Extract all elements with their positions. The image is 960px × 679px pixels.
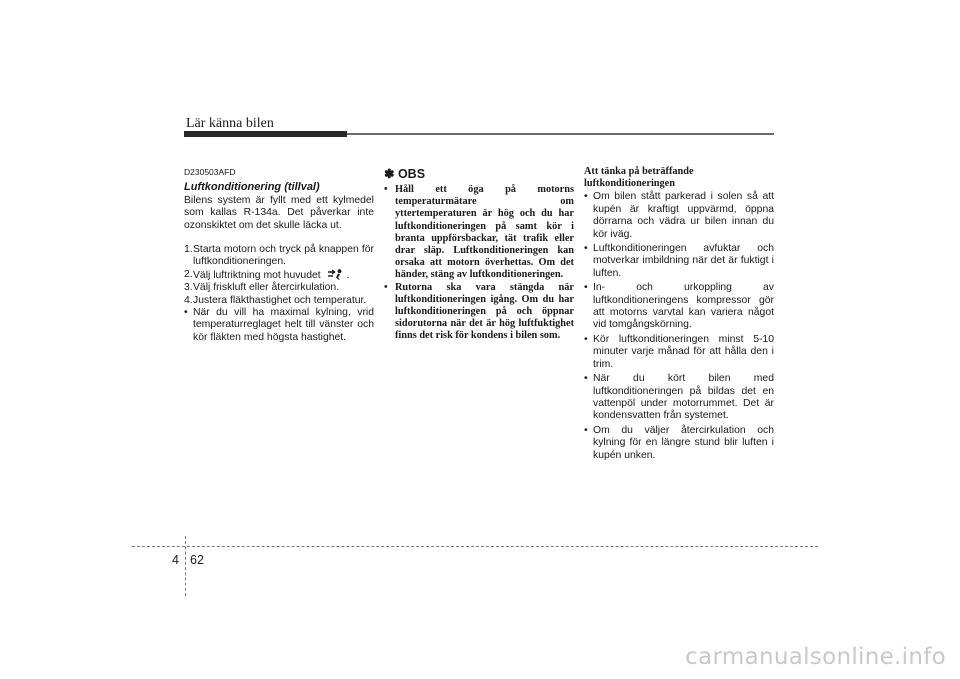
list-item — [184, 244, 374, 269]
bullet: • — [584, 424, 588, 436]
intro-paragraph: Bilens system är fyllt med ett kylmedel som kallas R-134a. Det påverkar inte ozonskiktet om det skulle läcka ut. — [184, 194, 374, 231]
step-suffix: . — [346, 269, 350, 281]
tip-text: Om bilen stått parkerad i solen så att kupén är kraftigt uppvärmd, öppna dörrarna och vädra ur bilen innan du kör iväg. — [593, 191, 774, 240]
column-middle — [384, 166, 574, 343]
list-item — [584, 425, 774, 462]
list-marker: • — [184, 307, 188, 319]
list-marker: 3. — [184, 282, 193, 294]
list-marker: 1. — [184, 244, 193, 256]
step-text: Justera fläkthastighet och temperatur. — [193, 294, 367, 306]
obs-list — [384, 184, 574, 343]
list-item — [184, 282, 374, 294]
tip-text: Kör luftkonditioneringen minst 5-10 minuter varje månad för att hålla den i trim. — [593, 333, 774, 370]
chapter-number: 4 — [172, 553, 179, 567]
list-item — [584, 243, 774, 280]
bullet: • — [584, 282, 588, 294]
tip-text: Om du väljer återcirkulation och kylning för en längre stund blir luften i kupén unken. — [593, 424, 774, 461]
list-marker: 2. — [184, 268, 193, 280]
header-rule — [347, 133, 774, 135]
bullet: • — [384, 281, 388, 293]
list-item — [184, 307, 374, 344]
header-bar — [184, 131, 347, 137]
obs-text: Håll ett öga på motorns temperaturmätare om yttertemperaturen är hög och du har luftkonditioneringen på samt kör i branta uppförsbackar, tät trafik eller drar släp. Luftkonditioneringen kan orsaka att motorn överhettas. Om det händer, stäng av luftkonditioneringen. — [395, 184, 574, 281]
tip-text: Luftkonditioneringen avfuktar och motverkar imbildning när det är fuktigt i luften. — [593, 243, 774, 279]
list-item — [584, 373, 774, 423]
steps-list — [184, 244, 374, 344]
step-text: Välj luftriktning mot huvudet — [193, 269, 321, 281]
bullet: • — [584, 191, 588, 203]
list-item — [584, 334, 774, 371]
list-item — [184, 269, 374, 282]
list-item — [584, 191, 774, 241]
obs-title: ✽ OBS — [384, 167, 426, 181]
tips-heading-line1: Att tänka på beträffande — [584, 166, 694, 177]
list-marker: 4. — [184, 294, 193, 306]
footer-rule — [132, 546, 818, 547]
list-item — [384, 282, 574, 343]
page-header-title: Lär känna bilen — [186, 116, 274, 131]
list-item — [184, 295, 374, 307]
tip-text: När du kört bilen med luftkonditioneringen på bildas det en vattenpöl under motorrummet. Det är kondensvatten från systemet. — [593, 373, 774, 422]
vent-face-icon — [327, 269, 343, 280]
section-title: Luftkonditionering (tillval) — [184, 181, 320, 194]
bullet: • — [584, 373, 588, 385]
watermark: carmanualsonline.info — [685, 644, 946, 670]
section-code: D230503AFD — [184, 167, 236, 177]
tips-list — [584, 191, 774, 462]
page-number: 62 — [190, 553, 204, 567]
bullet: • — [584, 333, 588, 345]
tips-heading-line2: luftkonditioneringen — [584, 178, 675, 190]
step-text: Välj friskluft eller återcirkulation. — [193, 282, 340, 294]
bullet: • — [584, 243, 588, 255]
bullet: • — [384, 184, 388, 195]
column-left — [184, 166, 374, 344]
tip-text: In- och urkoppling av luftkonditioneringens kompressor gör att motorns varvtal kan variera något vid tomgångskörning. — [593, 282, 774, 331]
column-right — [584, 166, 774, 464]
step-text: Starta motorn och tryck på knappen för luftkonditioneringen. — [193, 244, 374, 268]
footer-divider — [185, 536, 186, 596]
tips-heading — [584, 166, 774, 190]
step-text: När du vill ha maximal kylning, vrid temperaturreglaget helt till vänster och kör fläkten med högsta hastighet. — [193, 307, 374, 343]
obs-text: Rutorna ska vara stängda när luftkonditioneringen igång. Om du har luftkonditioneringen på och öppnar sidorutorna när det är hög luftfuktighet finns det risk för kondens i bilen som. — [395, 281, 574, 342]
list-item — [384, 184, 574, 282]
list-item — [584, 282, 774, 332]
